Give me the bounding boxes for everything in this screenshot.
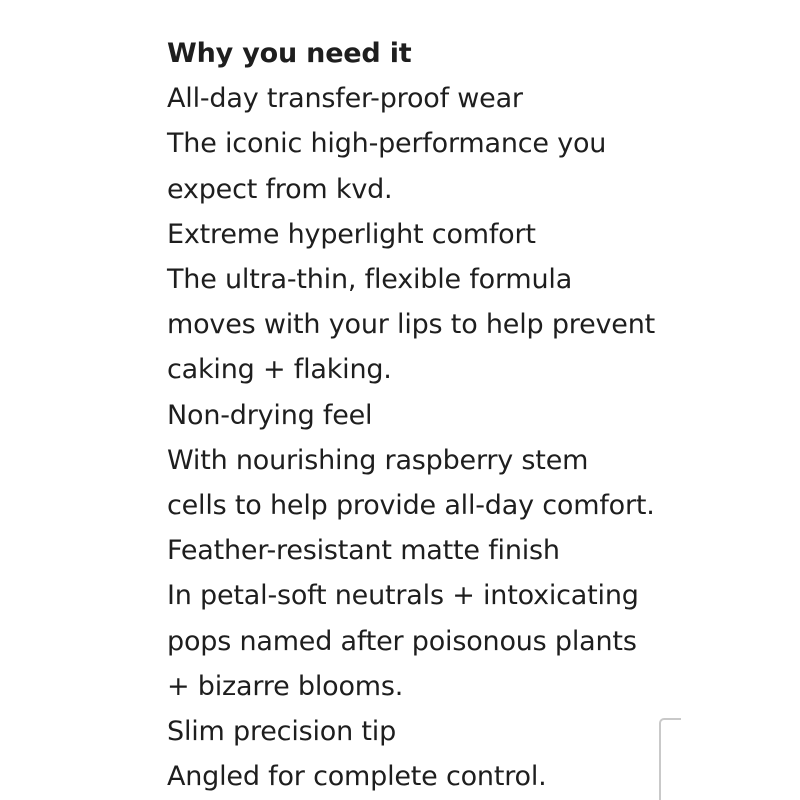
text-line: Slim precision tip (167, 716, 397, 748)
text-line: caking + flaking. (167, 354, 392, 386)
text-line: With nourishing raspberry stem (167, 444, 589, 476)
text-line: In petal-soft neutrals + intoxicating (167, 580, 639, 612)
text-line: cells to help provide all-day comfort. (167, 490, 655, 522)
text-line: The iconic high-performance you (167, 128, 607, 160)
text-line: Feather-resistant matte finish (167, 535, 560, 567)
text-line: + bizarre blooms. (167, 670, 404, 702)
text-line: pops named after poisonous plants (167, 625, 637, 657)
scroll-handle-edge[interactable] (659, 718, 681, 800)
section-heading: Why you need it (167, 38, 412, 69)
text-line: Angled for complete control. (167, 761, 547, 793)
text-line: The ultra-thin, flexible formula (167, 264, 573, 296)
text-line: Non-drying feel (167, 399, 373, 431)
product-description (167, 31, 787, 799)
text-line: Extreme hyperlight comfort (167, 218, 536, 250)
text-line: expect from kvd. (167, 173, 393, 205)
text-line: All-day transfer-proof wear (167, 83, 523, 115)
text-line: moves with your lips to help prevent (167, 309, 655, 341)
